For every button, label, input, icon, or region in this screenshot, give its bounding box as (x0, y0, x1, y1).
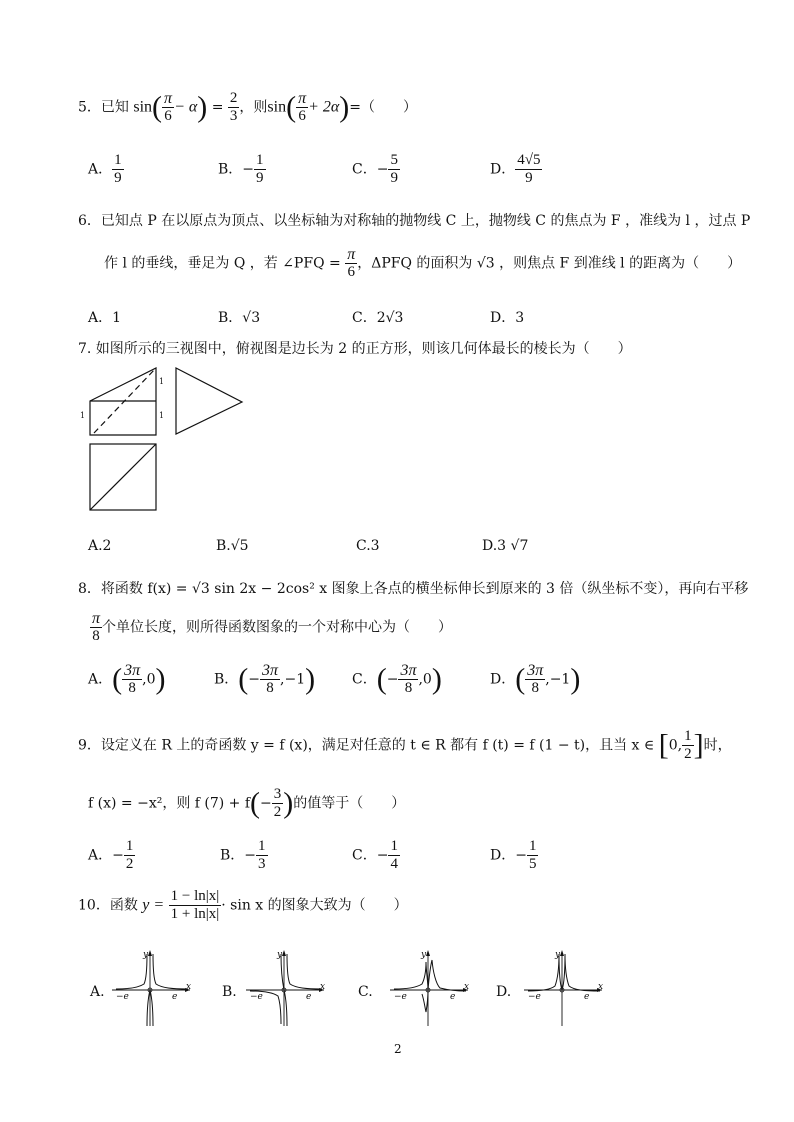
q10-graph-b[interactable] (244, 948, 328, 1028)
q10-d-x-label: x (598, 982, 604, 992)
q10-c-pos-e: e (450, 992, 456, 1002)
q10-stem: 10．函数 y = $\frac{1 - \ln|x|}{1 + \ln|x|}$ · sin x 的图象大致为（ ） (78, 888, 408, 922)
q10-a-y-label: y (143, 950, 149, 960)
q7-front-view (86, 364, 166, 444)
q6-option-a[interactable]: A．1 (88, 310, 122, 326)
q6-frac-pi6: $\frac{\pi}{6}$ (347, 246, 356, 280)
q10-b-neg-e: −e (250, 992, 263, 1002)
q8-line-1: 8．将函数 f(x) = √3 sin 2x − 2cos² x 图象上各点的横坐标伸长到原来的 3 倍（纵坐标不变），再向右平移 (78, 581, 749, 597)
q6-line-1: 6．已知点 P 在以原点为顶点、以坐标轴为对称轴的抛物线 C 上，抛物线 C 的焦点为 F ，准线为 l ，过点 P (78, 213, 751, 229)
q10-a-pos-e: e (172, 992, 178, 1002)
q10-a-neg-e: −e (116, 992, 129, 1002)
q8-line-2: $\frac{\pi}{8}$ 个单位长度，则所得函数图象的一个对称中心为（ ） (92, 610, 453, 644)
q7-option-a[interactable]: A.2 (88, 538, 112, 554)
q5-number: 5．已知 (78, 99, 129, 116)
q5-frac-pi6-b: $\frac{\pi}{6}$ (298, 90, 307, 124)
q10-d-pos-e: e (584, 992, 590, 1002)
q7-stem: 7. 如图所示的三视图中，俯视图是边长为 2 的正方形，则该几何体最长的棱长为（ ） (78, 341, 632, 357)
q10-option-b[interactable]: B. (222, 984, 237, 1000)
q5-option-d[interactable]: D． $\frac{4√5}{9}$ (490, 152, 541, 186)
q8-option-b[interactable]: B．(− $\frac{3\pi}{8}$ ,−1) (214, 662, 316, 696)
q8-option-d[interactable]: D．( $\frac{3\pi}{8}$ ,−1) (490, 662, 581, 696)
q10-b-pos-e: e (306, 992, 312, 1002)
q7-side-view (174, 366, 246, 438)
q9-option-b[interactable]: B．− $\frac{1}{3}$ (220, 838, 266, 872)
q5-frac-2-3: $\frac{2}{3}$ (229, 90, 238, 124)
q7-top-view (88, 442, 158, 512)
q9-option-a[interactable]: A．− $\frac{1}{2}$ (88, 838, 134, 872)
q5-sin-1: sin (133, 98, 153, 116)
q10-graph-c[interactable] (388, 948, 472, 1028)
q5-stem: 5．已知 sin( $\frac{\pi}{6}$ − α) = $\frac{2}{3}$ ，则sin( $\frac{\pi}{6}$ + 2α)=（ ） (78, 90, 418, 124)
q10-graph-a[interactable] (110, 948, 194, 1028)
q5-option-b[interactable]: B．− $\frac{1}{9}$ (218, 152, 264, 186)
q5-option-c[interactable]: C．− $\frac{5}{9}$ (352, 152, 398, 186)
q10-d-y-label: y (555, 950, 561, 960)
q7-option-b[interactable]: B.√5 (216, 538, 249, 554)
page-number: 2 (394, 1042, 402, 1056)
q6-line-2: 作 l 的垂线，垂足为 Q ，若 ∠PFQ = $\frac{\pi}{6}$ ，ΔPFQ 的面积为 √3 ，则焦点 F 到准线 l 的距离为（ ） (104, 246, 742, 280)
q5-option-a[interactable]: A． $\frac{1}{9}$ (88, 152, 122, 186)
q8-option-a[interactable]: A．( $\frac{3\pi}{8}$ ,0) (88, 662, 166, 696)
q10-option-a[interactable]: A. (90, 984, 105, 1000)
q7-label-r1: 1 (159, 377, 165, 386)
q10-a-x-label: x (186, 982, 192, 992)
q9-line-2: f (x) = −x²，则 f (7) + f(− $\frac{3}{2}$ )的值等于（ ） (88, 786, 406, 820)
q10-option-c[interactable]: C. (358, 984, 373, 1000)
q10-graph-d[interactable] (522, 948, 606, 1028)
q10-option-d[interactable]: D. (496, 984, 512, 1000)
q7-option-c[interactable]: C.3 (356, 538, 380, 554)
q10-c-y-label: y (421, 950, 427, 960)
q10-frac: $\frac{1 - \ln|x|}{1 + \ln|x|}$ (170, 888, 220, 922)
q7-label-r2: 1 (159, 411, 165, 420)
q8-frac-pi8: $\frac{\pi}{8}$ (92, 610, 101, 644)
q10-d-neg-e: −e (528, 992, 541, 1002)
q10-c-neg-e: −e (394, 992, 407, 1002)
q7-label-left: 1 (80, 411, 86, 420)
q8-option-c[interactable]: C．(− $\frac{3\pi}{8}$ ,0) (352, 662, 442, 696)
q10-b-y-label: y (277, 950, 283, 960)
q5-frac-pi6: $\frac{\pi}{6}$ (164, 90, 173, 124)
q9-option-c[interactable]: C．− $\frac{1}{4}$ (352, 838, 398, 872)
q6-option-b[interactable]: B．√3 (218, 310, 261, 326)
q10-b-x-label: x (320, 982, 326, 992)
q9-line-1: 9．设定义在 R 上的奇函数 y = f (x)，满足对任意的 t ∈ R 都有 f (t) = f (1 − t)，且当 x ∈ [0, $\frac{1}{2}$ ]时， (78, 728, 732, 762)
q10-c-x-label: x (464, 982, 470, 992)
q6-option-c[interactable]: C．2√3 (352, 310, 404, 326)
q9-option-d[interactable]: D．− $\frac{1}{5}$ (490, 838, 537, 872)
q7-option-d[interactable]: D.3 √7 (482, 538, 529, 554)
q6-option-d[interactable]: D．3 (490, 310, 525, 326)
